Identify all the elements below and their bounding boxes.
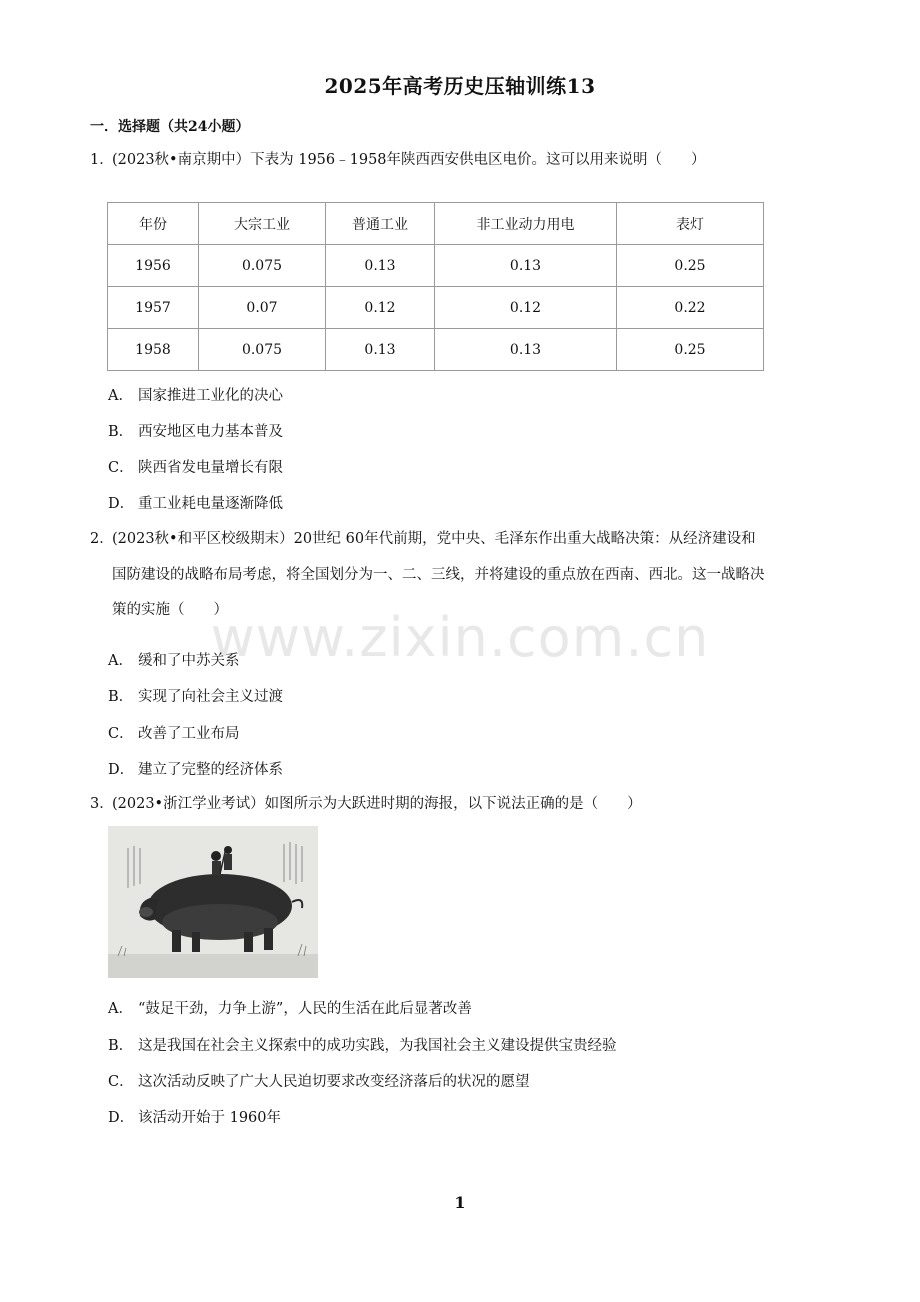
option-text: “鼓足干劲，力争上游”，人民的生活在此后显著改善: [138, 1001, 472, 1017]
table-header-cell: 年份: [108, 203, 199, 245]
question-2-text-line2: 国防建设的战略布局考虑，将全国划分为一、二、三线，并将建设的重点放在西南、西北。这一战略决: [112, 567, 765, 583]
question-2-text-line1: (2023秋•和平区校级期末）20世纪 60年代前期，党中央、毛泽东作出重大战略决策：从经济建设和: [112, 531, 756, 547]
table-cell: 1957: [108, 287, 199, 329]
option-letter: B．: [108, 689, 134, 705]
option-text: 缓和了中苏关系: [138, 653, 240, 669]
option-text: 改善了工业布局: [138, 726, 240, 742]
question-1-option-d[interactable]: [108, 492, 283, 513]
question-3-stem: [90, 794, 642, 814]
table-header-row: [108, 203, 764, 245]
option-letter: A．: [108, 388, 133, 404]
option-letter: D．: [108, 762, 135, 778]
question-1-option-a[interactable]: [108, 384, 283, 405]
page-title: 2025年高考历史压轴训练13: [324, 74, 596, 98]
question-2-text-line3: 策的实施（ ）: [112, 602, 228, 618]
option-letter: C．: [108, 460, 134, 476]
option-text: 该活动开始于 1960年: [138, 1110, 282, 1126]
option-text: 国家推进工业化的决心: [138, 388, 283, 404]
question-2-option-b[interactable]: [108, 685, 283, 706]
table-row: [108, 287, 764, 329]
question-1-stem: [90, 150, 706, 170]
table-cell: 0.25: [617, 245, 764, 287]
table-cell: 0.13: [326, 245, 435, 287]
question-2-number: 2．: [90, 531, 114, 547]
option-text: 西安地区电力基本普及: [138, 424, 283, 440]
question-3-number: 3．: [90, 796, 114, 812]
table-row: [108, 245, 764, 287]
option-letter: D．: [108, 496, 135, 512]
question-2-stem: [90, 529, 756, 549]
table-cell: 0.25: [617, 329, 764, 371]
option-text: 重工业耗电量逐渐降低: [138, 496, 283, 512]
great-leap-poster-image: [108, 826, 318, 978]
table-cell: 0.12: [435, 287, 617, 329]
question-2-option-d[interactable]: [108, 758, 283, 779]
question-3-option-b[interactable]: [108, 1034, 617, 1055]
watermark: www.zixin.com.cn: [210, 606, 710, 669]
question-1-number: 1．: [90, 152, 114, 168]
table-cell: 0.07: [199, 287, 326, 329]
option-text: 实现了向社会主义过渡: [138, 689, 283, 705]
table-cell: 0.22: [617, 287, 764, 329]
table-cell: 0.12: [326, 287, 435, 329]
table-cell: 0.075: [199, 245, 326, 287]
poster-illustration: [108, 826, 318, 978]
question-1-option-c[interactable]: [108, 456, 283, 477]
option-letter: C．: [108, 726, 134, 742]
table-row: [108, 329, 764, 371]
table-cell: 0.075: [199, 329, 326, 371]
question-1-text: (2023秋•南京期中）下表为 1956﹣1958年陕西西安供电区电价。这可以用来说明（ ）: [112, 152, 706, 168]
question-3-option-a[interactable]: [108, 997, 472, 1018]
option-letter: C．: [108, 1074, 134, 1090]
table-cell: 0.13: [435, 329, 617, 371]
option-text: 建立了完整的经济体系: [138, 762, 283, 778]
page-number: 1: [454, 1193, 466, 1212]
question-2-option-a[interactable]: [108, 649, 240, 670]
table-cell: 1958: [108, 329, 199, 371]
question-3-text: (2023•浙江学业考试）如图所示为大跃进时期的海报，以下说法正确的是（ ）: [112, 796, 642, 812]
option-text: 陕西省发电量增长有限: [138, 460, 283, 476]
table-header-cell: 非工业动力用电: [435, 203, 617, 245]
question-3-option-d[interactable]: [108, 1106, 281, 1127]
option-letter: A．: [108, 653, 133, 669]
option-letter: B．: [108, 1038, 134, 1054]
table-header-cell: 表灯: [617, 203, 764, 245]
question-3-option-c[interactable]: [108, 1070, 530, 1091]
table-cell: 1956: [108, 245, 199, 287]
table-header-cell: 普通工业: [326, 203, 435, 245]
table-cell: 0.13: [326, 329, 435, 371]
option-text: 这是我国在社会主义探索中的成功实践，为我国社会主义建设提供宝贵经验: [138, 1038, 617, 1054]
question-2-option-c[interactable]: [108, 722, 240, 743]
option-letter: B．: [108, 424, 134, 440]
option-letter: A．: [108, 1001, 133, 1017]
table-cell: 0.13: [435, 245, 617, 287]
table-header-cell: 大宗工业: [199, 203, 326, 245]
option-text: 这次活动反映了广大人民迫切要求改变经济落后的状况的愿望: [138, 1074, 530, 1090]
section-heading: 一．选择题（共24小题）: [90, 119, 250, 135]
electricity-price-table: [107, 202, 764, 371]
option-letter: D．: [108, 1110, 135, 1126]
question-1-option-b[interactable]: [108, 420, 283, 441]
